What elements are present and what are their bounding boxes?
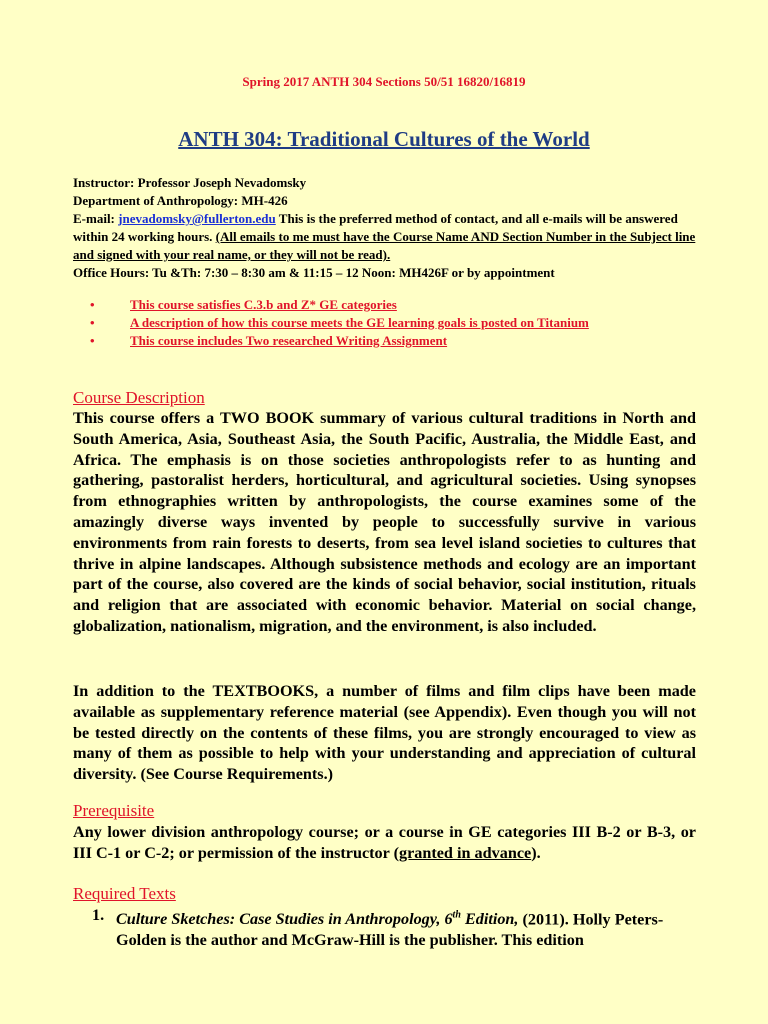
course-description-paragraph: This course offers a TWO BOOK summary of various cultural traditions in North and South America, Asia, Southeast Asia, the South Pacific, Australia, the Middle East, and Africa. The emphasis is on those societies anthropologists refer to as hunting and gathering, pastoralist herders, horticultural, and agricultural societies. Using synopses from ethnographies written by anthropologists, the course examines some of the amazingly diverse ways invented by people to successfully survive in various environments from rain forests to deserts, from sea level island societies to cultures that thrive in alpine landscapes. Although subsistence methods and ecology are an important part of the course, also covered are the kinds of social behavior, social institution, rituals and religion that are associated with economic behavior. Material on social change, globalization, nationalism, migration, and the environment, is also included. xyxy=(73,409,696,635)
prerequisite-text-before: Any lower division anthropology course; or a course in GE categories III B-2 or B-3, or III C-1 or C-2; or permission of the instructor ( xyxy=(73,823,696,862)
ge-note-item xyxy=(90,332,710,350)
book-title: Culture Sketches: Case Studies in Anthropology, 6th Edition, xyxy=(116,910,519,929)
prerequisite-emphasis: granted in advance xyxy=(398,843,532,862)
bullet-icon: • xyxy=(90,333,95,348)
required-text-item xyxy=(73,905,696,951)
office-hours: Office Hours: Tu &Th: 7:30 – 8:30 am & 11:15 – 12 Noon: MH426F or by appointment xyxy=(73,265,555,280)
instructor-name: Instructor: Professor Joseph Nevadomsky xyxy=(73,175,307,190)
course-title-text: ANTH 304: Traditional Cultures of the World xyxy=(178,127,590,151)
course-description-heading: Course Description xyxy=(73,388,205,407)
email-link[interactable]: jnevadomsky@fullerton.edu xyxy=(118,211,276,226)
ge-notes-list xyxy=(90,296,710,350)
ge-note-item xyxy=(90,296,710,314)
required-texts-list xyxy=(73,905,696,951)
prerequisite-text xyxy=(73,822,696,864)
ge-note-text: This course includes Two researched Writing Assignment xyxy=(130,333,448,348)
bullet-icon: • xyxy=(90,297,95,312)
book-details: (2011). Holly Peters-Golden is the author and McGraw-Hill is the publisher. This edition xyxy=(116,910,664,950)
email-line xyxy=(73,210,713,264)
list-number: 1. xyxy=(92,906,105,924)
email-note: This is the preferred method of contact, and all e-mails will be answered within 24 working hours. xyxy=(73,211,678,244)
ge-note-text: A description of how this course meets the GE learning goals is posted on Titanium xyxy=(130,315,589,330)
edition-superscript: th xyxy=(452,910,461,921)
course-title xyxy=(0,127,768,152)
instructor-department: Department of Anthropology: MH-426 xyxy=(73,193,288,208)
films-paragraph: In addition to the TEXTBOOKS, a number of films and film clips have been made available as supplementary reference material (see Appendix). Even though you will not be tested directly on the contents of these films, you are strongly encouraged to view as many of them as possible to help with your understanding and appreciation of cultural diversity. (See Course Requirements.) xyxy=(73,682,696,784)
instructor-info xyxy=(73,174,713,282)
required-texts-heading: Required Texts xyxy=(73,884,176,903)
ge-note-item xyxy=(90,314,710,332)
prerequisite-heading: Prerequisite xyxy=(73,801,155,820)
email-rule: (All emails to me must have the Course Name AND Section Number in the Subject line and signed with your real name, or they will not be read). xyxy=(73,229,696,262)
email-label: E-mail: xyxy=(73,211,119,226)
prerequisite-text-after: ). xyxy=(531,843,541,862)
term-line: Spring 2017 ANTH 304 Sections 50/51 16820/16819 xyxy=(242,74,526,89)
bullet-icon: • xyxy=(90,315,95,330)
ge-note-text: This course satisfies C.3.b and Z* GE categories xyxy=(130,297,397,312)
